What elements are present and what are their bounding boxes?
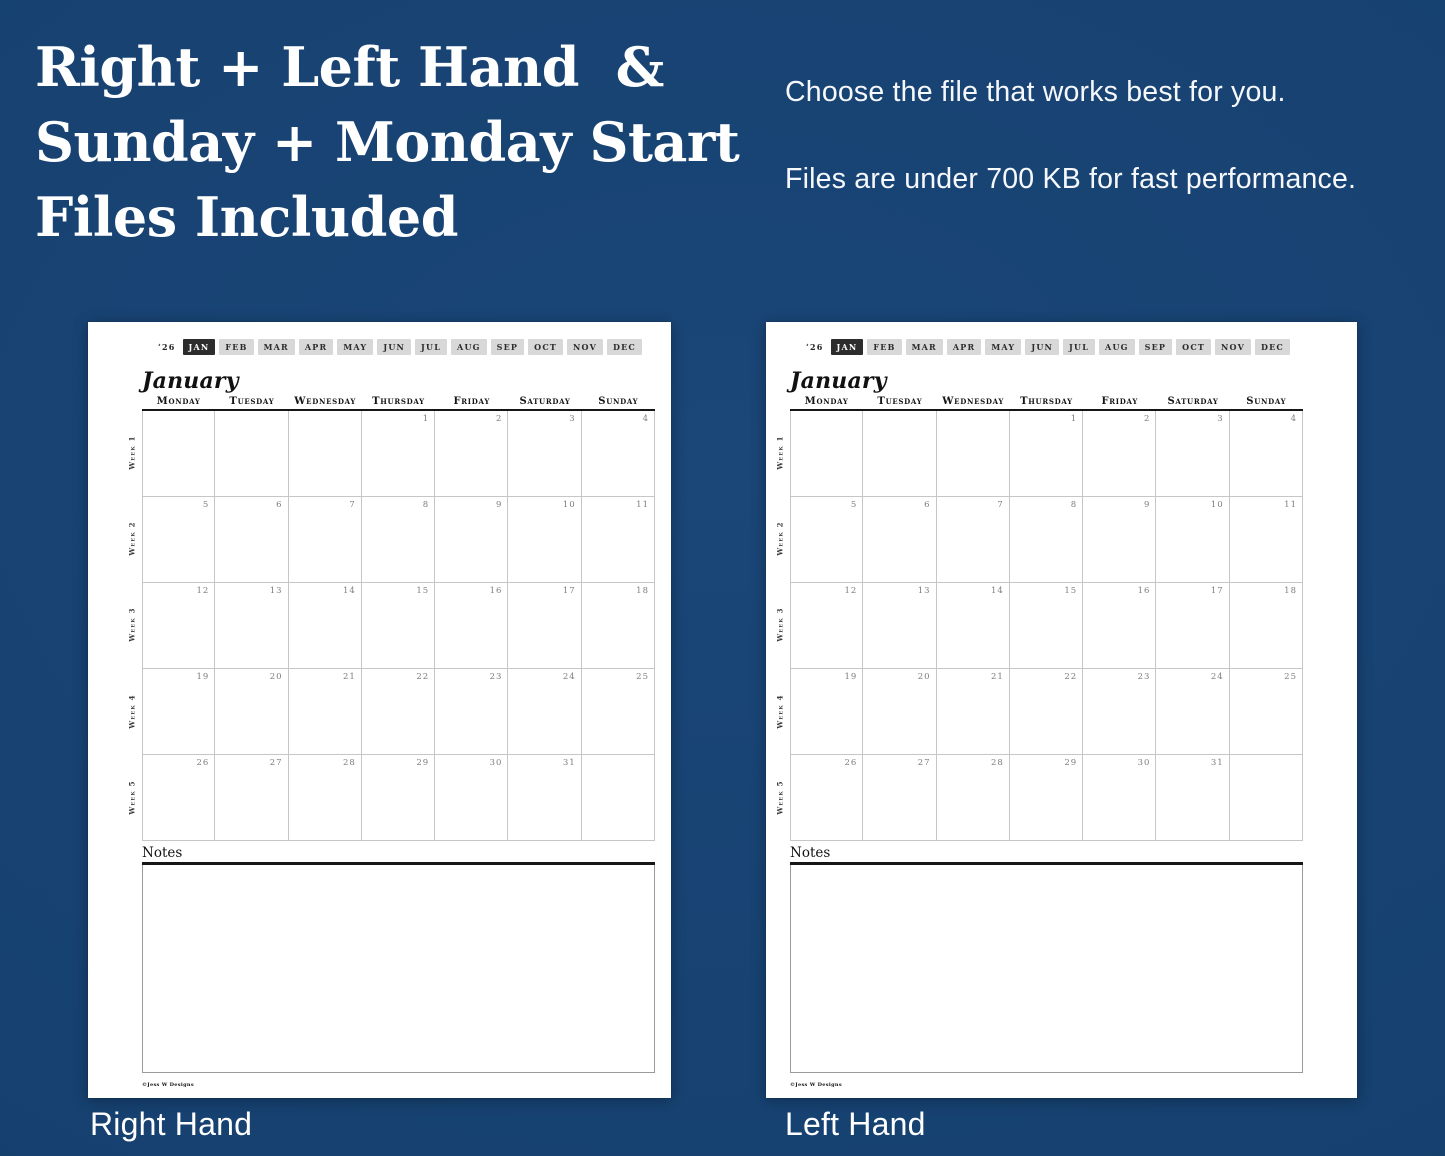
notes-box[interactable]	[142, 865, 655, 1073]
day-header-sunday: Sunday	[1246, 396, 1287, 407]
week-label-slot	[773, 582, 787, 668]
day-cell[interactable]	[289, 497, 362, 583]
day-number: 12	[196, 586, 210, 596]
month-title: January	[790, 368, 887, 394]
day-cell[interactable]	[1083, 497, 1156, 583]
day-number: 20	[269, 672, 283, 682]
day-cell[interactable]	[1083, 755, 1156, 841]
week-label: Week 3	[127, 607, 137, 643]
day-cell[interactable]	[1230, 497, 1303, 583]
day-cell[interactable]	[435, 497, 508, 583]
day-cell[interactable]	[863, 411, 936, 497]
day-cell[interactable]	[1156, 497, 1229, 583]
day-cell[interactable]	[937, 411, 1010, 497]
day-cell[interactable]	[508, 583, 581, 669]
week-label: Week 1	[775, 435, 785, 470]
day-cell[interactable]	[937, 755, 1010, 841]
copyright-text: ©Jess W Designs	[142, 1082, 194, 1088]
week-label-slot	[773, 409, 787, 495]
day-cell[interactable]	[508, 411, 581, 497]
tab-may[interactable]: MAY	[985, 339, 1021, 355]
day-number: 21	[343, 672, 356, 682]
day-header-row	[142, 396, 655, 409]
day-cell[interactable]	[790, 755, 863, 841]
day-cell[interactable]	[435, 669, 508, 755]
day-number: 22	[1064, 672, 1078, 682]
day-cell[interactable]	[790, 669, 863, 755]
copyright-text: ©Jess W Designs	[790, 1082, 842, 1088]
day-number: 6	[924, 500, 931, 510]
day-header-wednesday: Wednesday	[942, 396, 1005, 407]
tab-nov[interactable]: NOV	[1215, 339, 1251, 355]
day-number: 4	[1290, 414, 1297, 424]
day-number: 27	[269, 758, 283, 768]
day-cell[interactable]	[142, 669, 215, 755]
month-title: January	[142, 368, 239, 394]
week-label-rail	[773, 409, 787, 841]
day-header-monday: Monday	[156, 396, 201, 407]
day-number: 3	[1217, 414, 1224, 424]
day-number: 15	[1064, 586, 1078, 596]
week-label-slot	[125, 668, 139, 754]
tab-jun[interactable]: JUN	[377, 339, 411, 355]
day-cell[interactable]	[790, 411, 863, 497]
day-number: 18	[1284, 586, 1297, 596]
tab-jan[interactable]: JAN	[183, 339, 216, 355]
day-cell[interactable]	[215, 583, 288, 669]
day-cell[interactable]	[1010, 669, 1083, 755]
week-label: Week 1	[127, 435, 137, 470]
week-label-slot	[125, 582, 139, 668]
week-label-slot	[125, 409, 139, 495]
tab-oct[interactable]: OCT	[1176, 339, 1211, 355]
day-cell[interactable]	[435, 755, 508, 841]
day-header-friday: Friday	[1101, 396, 1139, 407]
day-cell[interactable]	[289, 411, 362, 497]
day-number: 14	[343, 586, 356, 596]
day-header-tuesday: Tuesday	[229, 396, 275, 407]
day-number: 28	[343, 758, 356, 768]
day-cell[interactable]	[142, 411, 215, 497]
day-number: 3	[569, 414, 576, 424]
day-header-saturday: Saturday	[1167, 396, 1219, 407]
week-label: Week 4	[775, 694, 785, 729]
day-number: 19	[844, 672, 858, 682]
calendar-preview-right-hand	[88, 322, 671, 1098]
day-number: 22	[416, 672, 430, 682]
day-number: 26	[196, 758, 210, 768]
caption-left-hand: Left Hand	[785, 1106, 926, 1142]
file-size-text: Files are under 700 KB for fast performance.	[785, 163, 1357, 195]
day-header-wednesday: Wednesday	[294, 396, 357, 407]
day-cell[interactable]	[937, 497, 1010, 583]
day-number: 5	[202, 500, 210, 510]
page-title	[35, 30, 739, 255]
day-cell[interactable]	[215, 669, 288, 755]
tab-oct[interactable]: OCT	[528, 339, 563, 355]
week-label: Week 5	[775, 780, 785, 815]
day-number: 29	[1064, 758, 1078, 768]
day-number: 11	[636, 500, 649, 510]
day-number: 11	[1284, 500, 1297, 510]
week-label: Week 2	[127, 521, 137, 556]
tab-aug[interactable]: AUG	[1099, 339, 1135, 355]
month-tab-bar	[790, 339, 1303, 355]
notes-box[interactable]	[790, 865, 1303, 1073]
day-cell[interactable]	[362, 411, 435, 497]
day-cell[interactable]	[1010, 497, 1083, 583]
day-number: 16	[489, 586, 503, 596]
day-number: 17	[1210, 586, 1224, 596]
tab-aug[interactable]: AUG	[451, 339, 487, 355]
day-cell[interactable]	[508, 497, 581, 583]
year-tab[interactable]: ‘26	[157, 342, 176, 352]
day-cell[interactable]	[582, 669, 655, 755]
day-cell[interactable]	[790, 497, 863, 583]
day-number: 27	[917, 758, 931, 768]
tab-apr[interactable]: APR	[947, 339, 981, 355]
day-number: 2	[1144, 414, 1151, 424]
tab-mar[interactable]: MAR	[258, 339, 295, 355]
day-cell[interactable]	[1083, 669, 1156, 755]
day-cell[interactable]	[508, 669, 581, 755]
day-number: 24	[562, 672, 576, 682]
day-number: 10	[562, 500, 576, 510]
year-tab[interactable]: ‘26	[805, 342, 824, 352]
week-label-slot	[773, 668, 787, 754]
day-cell[interactable]	[582, 755, 655, 841]
day-cell[interactable]	[1010, 755, 1083, 841]
day-number: 7	[997, 500, 1004, 510]
day-header-sunday: Sunday	[598, 396, 639, 407]
day-cell[interactable]	[937, 583, 1010, 669]
day-number: 1	[422, 414, 430, 424]
tab-apr[interactable]: APR	[299, 339, 333, 355]
day-cell[interactable]	[582, 497, 655, 583]
day-cell[interactable]	[1230, 411, 1303, 497]
day-cell[interactable]	[1230, 583, 1303, 669]
tab-jul[interactable]: JUL	[415, 339, 447, 355]
day-number: 25	[1284, 672, 1297, 682]
day-header-thursday: Thursday	[372, 396, 425, 407]
day-number: 26	[844, 758, 858, 768]
month-tab-bar	[142, 339, 655, 355]
day-cell[interactable]	[1083, 583, 1156, 669]
day-number: 13	[917, 586, 931, 596]
day-cell[interactable]	[1230, 669, 1303, 755]
calendar-preview-left-hand	[766, 322, 1357, 1098]
day-number: 13	[269, 586, 283, 596]
notes-label: Notes	[142, 845, 183, 861]
day-number: 31	[1210, 758, 1224, 768]
day-cell[interactable]	[508, 755, 581, 841]
choose-file-text: Choose the file that works best for you.	[785, 76, 1286, 108]
day-number: 15	[416, 586, 430, 596]
day-header-row	[790, 396, 1303, 409]
day-header-thursday: Thursday	[1020, 396, 1073, 407]
day-cell[interactable]	[863, 583, 936, 669]
planner-content	[775, 322, 1303, 1098]
day-number: 5	[850, 500, 858, 510]
day-cell[interactable]	[142, 755, 215, 841]
title-line-2: Sunday + Monday Start	[35, 110, 740, 174]
tab-feb[interactable]: FEB	[219, 339, 253, 355]
day-cell[interactable]	[582, 583, 655, 669]
day-cell[interactable]	[863, 755, 936, 841]
day-cell[interactable]	[215, 497, 288, 583]
tab-jun[interactable]: JUN	[1025, 339, 1059, 355]
day-header-saturday: Saturday	[519, 396, 571, 407]
day-cell[interactable]	[790, 583, 863, 669]
day-number: 24	[1210, 672, 1224, 682]
day-number: 16	[1137, 586, 1151, 596]
tab-nov[interactable]: NOV	[567, 339, 603, 355]
day-cell[interactable]	[1156, 583, 1229, 669]
day-cell[interactable]	[435, 411, 508, 497]
day-cell[interactable]	[1230, 755, 1303, 841]
title-line-3: Files Included	[35, 185, 458, 249]
day-number: 18	[636, 586, 649, 596]
day-cell[interactable]	[142, 497, 215, 583]
day-cell[interactable]	[289, 669, 362, 755]
day-number: 23	[1137, 672, 1151, 682]
week-label: Week 2	[775, 521, 785, 556]
day-cell[interactable]	[863, 669, 936, 755]
day-cell[interactable]	[1010, 583, 1083, 669]
week-label-rail	[125, 409, 139, 841]
week-label: Week 4	[127, 694, 137, 729]
day-cell[interactable]	[1156, 669, 1229, 755]
tab-sep[interactable]: SEP	[491, 339, 525, 355]
day-cell[interactable]	[362, 755, 435, 841]
notes-label: Notes	[790, 845, 831, 861]
day-cell[interactable]	[362, 583, 435, 669]
day-cell[interactable]	[1156, 755, 1229, 841]
day-cell[interactable]	[215, 411, 288, 497]
day-number: 10	[1210, 500, 1224, 510]
day-number: 14	[991, 586, 1004, 596]
week-label-slot	[125, 495, 139, 581]
day-number: 28	[991, 758, 1004, 768]
planner-content	[127, 322, 655, 1098]
day-number: 8	[422, 500, 430, 510]
day-number: 8	[1070, 500, 1078, 510]
day-number: 29	[416, 758, 430, 768]
day-number: 1	[1070, 414, 1078, 424]
tab-dec[interactable]: DEC	[1255, 339, 1290, 355]
day-header-monday: Monday	[804, 396, 849, 407]
day-number: 6	[276, 500, 283, 510]
day-cell[interactable]	[582, 411, 655, 497]
day-cell[interactable]	[142, 583, 215, 669]
day-number: 30	[1137, 758, 1151, 768]
day-cell[interactable]	[362, 669, 435, 755]
day-number: 20	[917, 672, 931, 682]
day-cell[interactable]	[1010, 411, 1083, 497]
tab-mar[interactable]: MAR	[906, 339, 943, 355]
day-number: 17	[562, 586, 576, 596]
day-cell[interactable]	[362, 497, 435, 583]
tab-may[interactable]: MAY	[337, 339, 373, 355]
day-number: 25	[636, 672, 649, 682]
day-number: 31	[562, 758, 576, 768]
week-label-slot	[125, 755, 139, 841]
day-header-friday: Friday	[453, 396, 491, 407]
day-number: 9	[496, 500, 503, 510]
caption-right-hand: Right Hand	[90, 1106, 253, 1142]
calendar-grid	[142, 409, 655, 841]
week-label-slot	[773, 495, 787, 581]
day-number: 23	[489, 672, 503, 682]
calendar-grid	[790, 409, 1303, 841]
day-number: 7	[349, 500, 356, 510]
tab-jul[interactable]: JUL	[1063, 339, 1095, 355]
week-label-slot	[773, 755, 787, 841]
week-label: Week 3	[775, 607, 785, 643]
day-number: 2	[496, 414, 503, 424]
tab-jan[interactable]: JAN	[831, 339, 864, 355]
day-number: 9	[1144, 500, 1151, 510]
day-cell[interactable]	[215, 755, 288, 841]
day-number: 12	[844, 586, 858, 596]
day-cell[interactable]	[863, 497, 936, 583]
tab-dec[interactable]: DEC	[607, 339, 642, 355]
day-cell[interactable]	[435, 583, 508, 669]
day-cell[interactable]	[1083, 411, 1156, 497]
tab-feb[interactable]: FEB	[867, 339, 901, 355]
tab-sep[interactable]: SEP	[1139, 339, 1173, 355]
day-number: 21	[991, 672, 1004, 682]
title-line-1: Right + Left Hand &	[35, 35, 664, 99]
week-label: Week 5	[127, 780, 137, 815]
day-cell[interactable]	[289, 583, 362, 669]
day-number: 4	[642, 414, 649, 424]
day-cell[interactable]	[1156, 411, 1229, 497]
day-cell[interactable]	[937, 669, 1010, 755]
day-header-tuesday: Tuesday	[877, 396, 923, 407]
day-number: 30	[489, 758, 503, 768]
day-cell[interactable]	[289, 755, 362, 841]
day-number: 19	[196, 672, 210, 682]
